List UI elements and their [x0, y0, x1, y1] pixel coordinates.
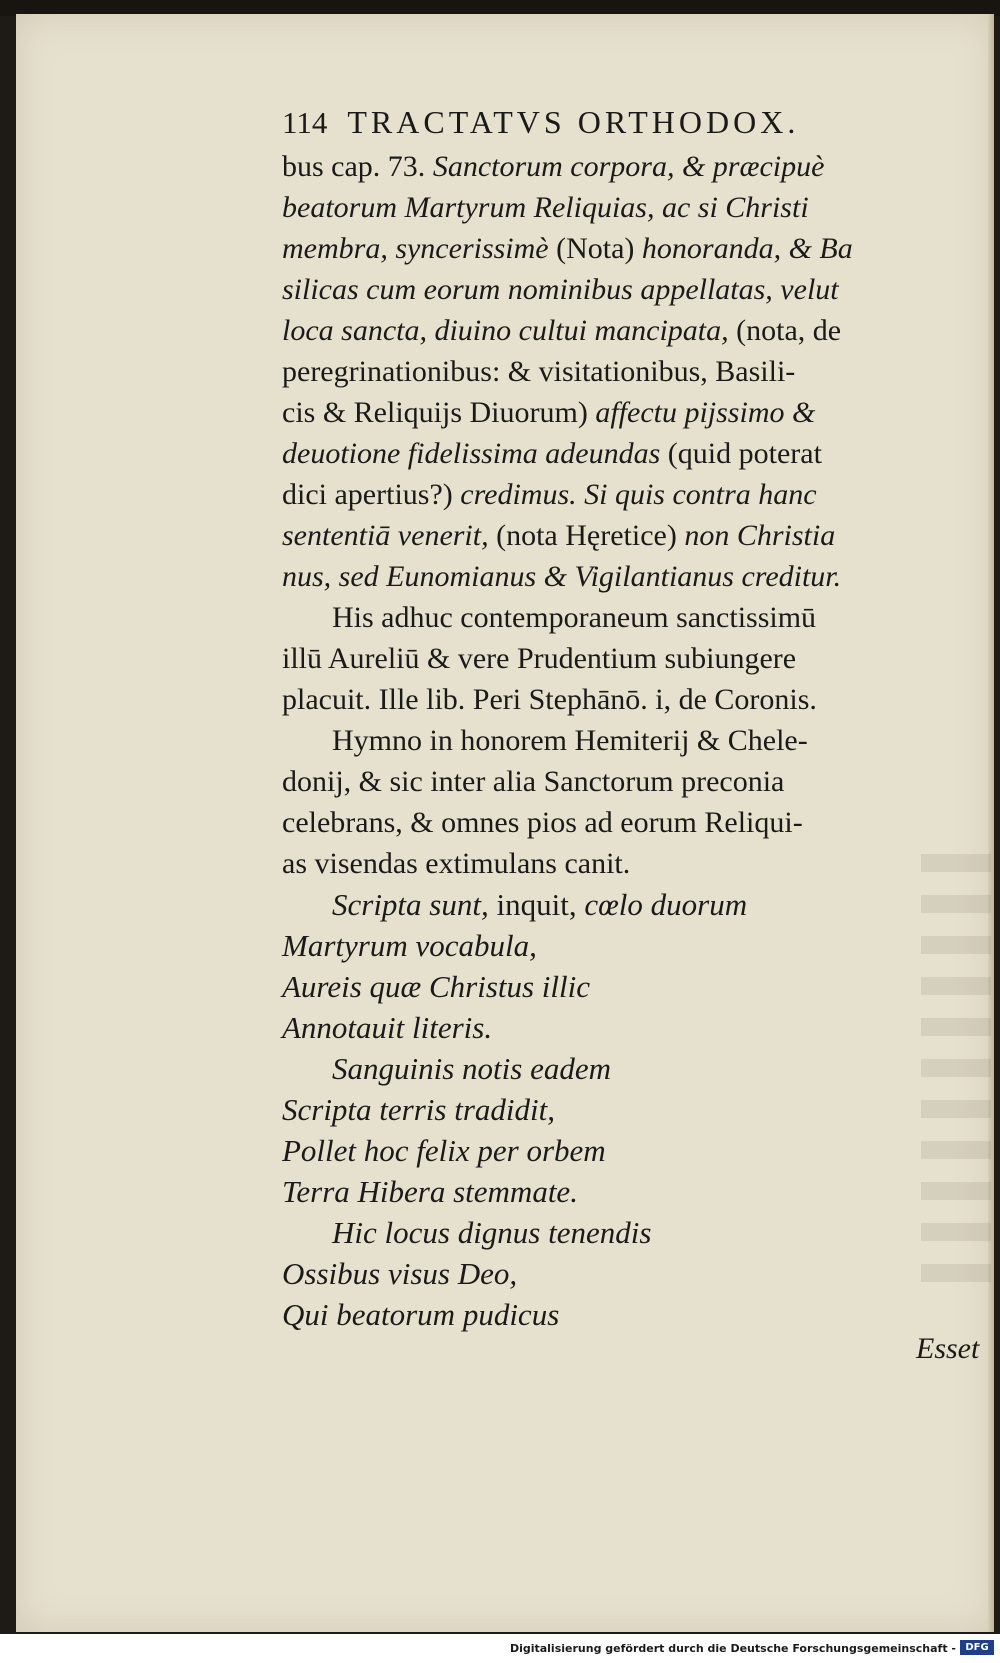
verse-line: Pollet hoc felix per orbem: [282, 1133, 606, 1168]
text-line: Hymno in honorem Hemiterij & Chele-: [332, 724, 808, 757]
page-number: 114: [282, 105, 328, 140]
page-edge: [988, 14, 994, 1632]
text-line: [282, 474, 982, 515]
text-span: dici apertius?): [282, 478, 461, 511]
text-span: bus cap. 73.: [282, 150, 433, 183]
text-span: affectu pijssimo &: [595, 396, 816, 429]
text-span: honoranda, & Ba: [634, 232, 853, 265]
text-span: (quid poterat: [667, 437, 822, 470]
funding-notice: Digitalisierung gefördert durch die Deutsche Forschungsgemeinschaft -: [509, 1642, 956, 1655]
verse-line: Martyrum vocabula,: [282, 928, 537, 963]
verse-line: Scripta terris tradidit,: [282, 1092, 555, 1127]
verse-line: Qui beatorum pudicus: [282, 1297, 560, 1332]
text-span: deuotione fidelissima adeundas: [282, 437, 668, 470]
text-span: cis & Reliquijs Diuorum): [282, 396, 596, 429]
text-span: (Nota): [556, 232, 635, 265]
text-line: [282, 146, 982, 187]
text-span: Scripta sunt,: [332, 887, 497, 922]
text-span: membra, syncerissimè: [282, 232, 557, 265]
text-line: nus, sed Eunomianus & Vigilantianus creditur.: [282, 560, 842, 593]
text-span: cœlo duorum: [584, 887, 748, 922]
verse-line: Ossibus visus Deo,: [282, 1256, 518, 1291]
text-span: inquit,: [496, 887, 585, 922]
text-line: [282, 310, 982, 351]
page-text: [282, 98, 982, 1335]
running-title: TRACTATVS ORTHODOX.: [347, 104, 800, 140]
verse-line: Annotauit literis.: [282, 1010, 493, 1045]
text-span: (nota Hęretice): [496, 519, 685, 552]
verse-line: [282, 884, 982, 925]
verse-line: Hic locus dignus tenendis: [332, 1215, 652, 1250]
text-line: illū Aureliū & vere Prudentium subiungere: [282, 642, 797, 675]
text-span: Sanctorum corpora, & præcipuè: [432, 150, 825, 183]
text-line: placuit. Ille lib. Peri Stephānō. i, de Coronis.: [282, 683, 817, 716]
verse-line: Sanguinis notis eadem: [332, 1051, 611, 1086]
text-span: sententiā venerit,: [282, 519, 497, 552]
text-line: [282, 392, 982, 433]
text-span: loca sancta, diuino cultui mancipata,: [282, 314, 737, 347]
text-span: non Christia: [684, 519, 836, 552]
running-header: [282, 98, 982, 146]
verse-line: Aureis quæ Christus illic: [282, 969, 591, 1004]
footer-bar: [0, 1634, 1000, 1663]
text-span: (nota, de: [736, 314, 842, 347]
catchword: Esset: [916, 1332, 980, 1365]
text-line: silicas cum eorum nominibus appellatas, velut: [282, 273, 839, 306]
verse-line: Terra Hibera stemmate.: [282, 1174, 578, 1209]
text-line: beatorum Martyrum Reliquias, ac si Christi: [282, 191, 809, 224]
text-line: celebrans, & omnes pios ad eorum Reliqui-: [282, 806, 803, 839]
text-line: [282, 433, 982, 474]
text-line: peregrinationibus: & visitationibus, Basili-: [282, 355, 796, 388]
text-span: credimus. Si quis contra hanc: [460, 478, 817, 511]
text-line: [282, 515, 982, 556]
text-line: [282, 228, 982, 269]
text-line: as visendas extimulans canit.: [282, 847, 631, 880]
dfg-logo-icon: DFG: [960, 1640, 994, 1655]
book-page: [16, 14, 994, 1632]
text-line: His adhuc contemporaneum sanctissimū: [332, 601, 817, 634]
text-line: donij, & sic inter alia Sanctorum preconia: [282, 765, 785, 798]
